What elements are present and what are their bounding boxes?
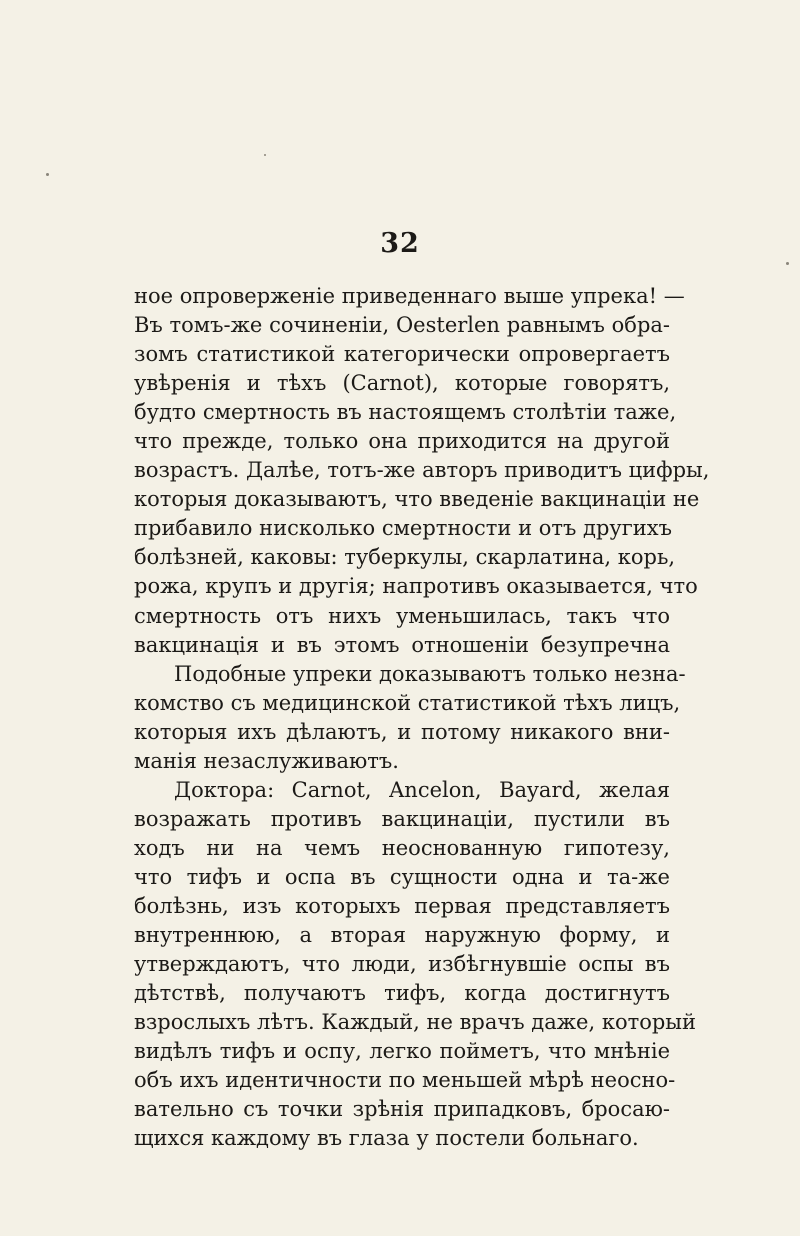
text-line: которыя доказываютъ, что введеніе вакцинаціи не	[134, 487, 700, 512]
body-text	[134, 282, 710, 1153]
text-line: комство съ медицинской статистикой тѣхъ лицъ,	[134, 690, 681, 715]
text-line: которыя ихъ дѣлаютъ, и потому никакого вни-	[134, 719, 670, 744]
text-line: Въ томъ-же сочиненіи, Oesterlen равнымъ обра-	[134, 313, 670, 338]
text-line: Доктора: Carnot, Ancelon, Bayard, желая	[174, 777, 670, 802]
text-line: смертность отъ нихъ уменьшилась, такъ что	[134, 603, 670, 628]
text-line: вательно съ точки зрѣнія припадковъ, бросаю-	[134, 1097, 670, 1122]
text-line: зомъ статистикой категорически опровергаетъ	[134, 342, 670, 367]
text-line: дѣтствѣ, получаютъ тифъ, когда достигнутъ	[134, 981, 670, 1006]
text-line: щихся каждому въ глаза у постели больнаго.	[134, 1126, 639, 1151]
text-line: рожа, крупъ и другія; напротивъ оказывается, что	[134, 574, 698, 599]
text-line: возрастъ. Далѣе, тотъ-же авторъ приводитъ цифры,	[134, 458, 710, 483]
text-line: болѣзнь, изъ которыхъ первая представляетъ	[134, 893, 670, 918]
text-line: ходъ ни на чемъ неоснованную гипотезу,	[134, 835, 670, 860]
text-line: внутреннюю, а вторая наружную форму, и	[134, 923, 670, 948]
text-line: болѣзней, каковы: туберкулы, скарлатина, корь,	[134, 545, 676, 570]
text-line: прибавило нисколько смертности и отъ другихъ	[134, 516, 672, 541]
text-line: манія незаслуживаютъ.	[134, 748, 399, 773]
text-line: ное опроверженіе приведеннаго выше упрека! —	[134, 284, 685, 308]
text-line: вакцинація и въ этомъ отношеніи безупречна	[134, 632, 670, 657]
text-line: видѣлъ тифъ и оспу, легко пойметъ, что мнѣніе	[134, 1039, 670, 1064]
paper-speck	[46, 173, 49, 176]
page-number: 32	[380, 228, 420, 259]
text-line: объ ихъ идентичности по меньшей мѣрѣ неосно-	[134, 1068, 676, 1093]
text-line: взрослыхъ лѣтъ. Каждый, не врачъ даже, который	[134, 1010, 697, 1035]
paper-speck	[786, 262, 789, 265]
text-line: что прежде, только она приходится на другой	[134, 429, 670, 454]
paper-speck	[264, 154, 266, 156]
text-line: Подобные упреки доказываютъ только незна-	[174, 661, 686, 686]
text-line: что тифъ и оспа въ сущности одна и та-же	[134, 864, 670, 889]
text-line: будто смертность въ настоящемъ столѣтіи таже,	[134, 400, 677, 425]
text-line: утверждаютъ, что люди, избѣгнувшіе оспы въ	[134, 952, 670, 977]
text-line: возражать противъ вакцинаціи, пустили въ	[134, 806, 670, 831]
text-line: увѣренія и тѣхъ (Carnot), которые говорятъ,	[134, 371, 670, 396]
